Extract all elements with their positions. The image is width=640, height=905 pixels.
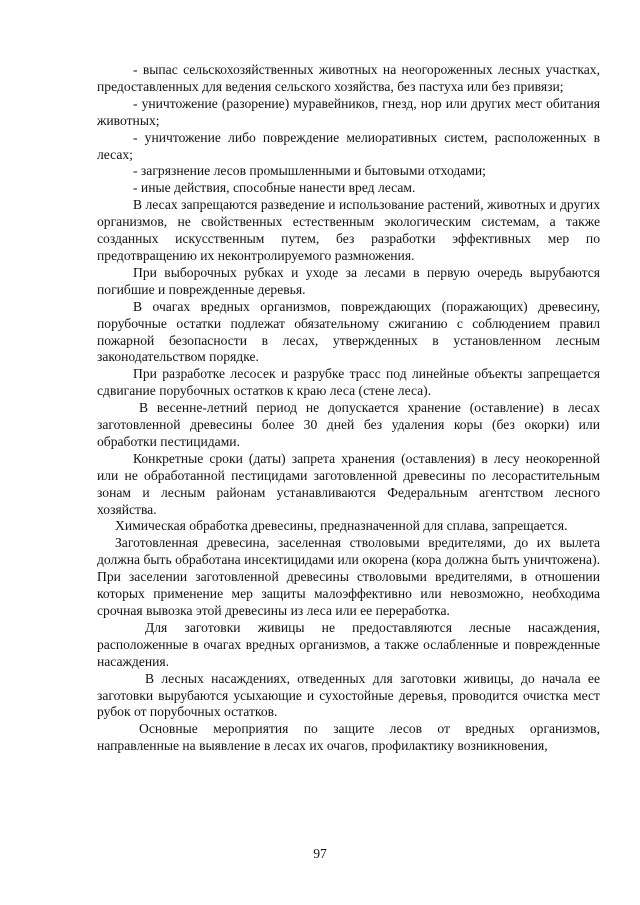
paragraph: В лесах запрещаются разведение и использование растений, животных и других организмов, не свойственных естественным экологическим системам, а также созданных искусственным путем, без разработки эффективных мер по предотвращению их неконтролируемого размножения.: [97, 197, 600, 263]
paragraph: При разработке лесосек и разрубке трасс под линейные объекты запрещается сдвигание порубочных остатков к краю леса (стене леса).: [97, 366, 600, 399]
paragraph: - уничтожение (разорение) муравейников, гнезд, нор или других мест обитания животных;: [97, 95, 600, 128]
paragraph: Основные мероприятия по защите лесов от вредных организмов, направленные на выявление в лесах их очагов, профилактику возникновения,: [97, 721, 600, 754]
paragraph: Химическая обработка древесины, предназначенной для сплава, запрещается.: [115, 518, 568, 534]
paragraph: - иные действия, способные нанести вред лесам.: [133, 180, 416, 196]
paragraph: При выборочных рубках и уходе за лесами в первую очередь вырубаются погибшие и поврежденные деревья.: [97, 264, 600, 297]
paragraph: - уничтожение либо повреждение мелиоративных систем, расположенных в лесах;: [97, 129, 600, 162]
paragraph: Конкретные сроки (даты) запрета хранения (оставления) в лесу неокоренной или не обработанной пестицидами заготовленной древесины по лесорастительным зонам и лесным районам устанавливаются Федеральным агентством лесного хозяйства.: [97, 450, 600, 517]
page-number: 97: [313, 846, 327, 861]
paragraph: Для заготовки живицы не предоставляются лесные насаждения, расположенные в очагах вредных организмов, а также ослабленные и поврежденные насаждения.: [97, 619, 600, 669]
paragraph: Заготовленная древесина, заселенная стволовыми вредителями, до их вылета должна быть обработана инсектицидами или окорена (кора должна быть уничтожена). При заселении заготовленной древесины стволовыми вредителями, в отношении которых применение мер защиты малоэффективно или невозможно, необходима срочная вывозка этой древесины из леса или ее переработка.: [97, 535, 600, 618]
page-body: [97, 62, 600, 755]
paragraph: В очагах вредных организмов, повреждающих (поражающих) древесину, порубочные остатки подлежат обязательному сжиганию с соблюдением правил пожарной безопасности в лесах, утвержденных в установленном лесным законодательством порядке.: [97, 298, 600, 365]
paragraph: В лесных насаждениях, отведенных для заготовки живицы, до начала ее заготовки вырубаются усыхающие и сухостойные деревья, проводится очистка мест рубок от порубочных остатков.: [97, 670, 600, 720]
paragraph: - загрязнение лесов промышленными и бытовыми отходами;: [133, 163, 486, 179]
paragraph: - выпас сельскохозяйственных животных на неогороженных лесных участках, предоставленных для ведения сельского хозяйства, без пастуха или без привязи;: [97, 62, 600, 94]
paragraph: В весенне-летний период не допускается хранение (оставление) в лесах заготовленной древесины более 30 дней без удаления коры (без окорки) или обработки пестицидами.: [97, 400, 600, 449]
